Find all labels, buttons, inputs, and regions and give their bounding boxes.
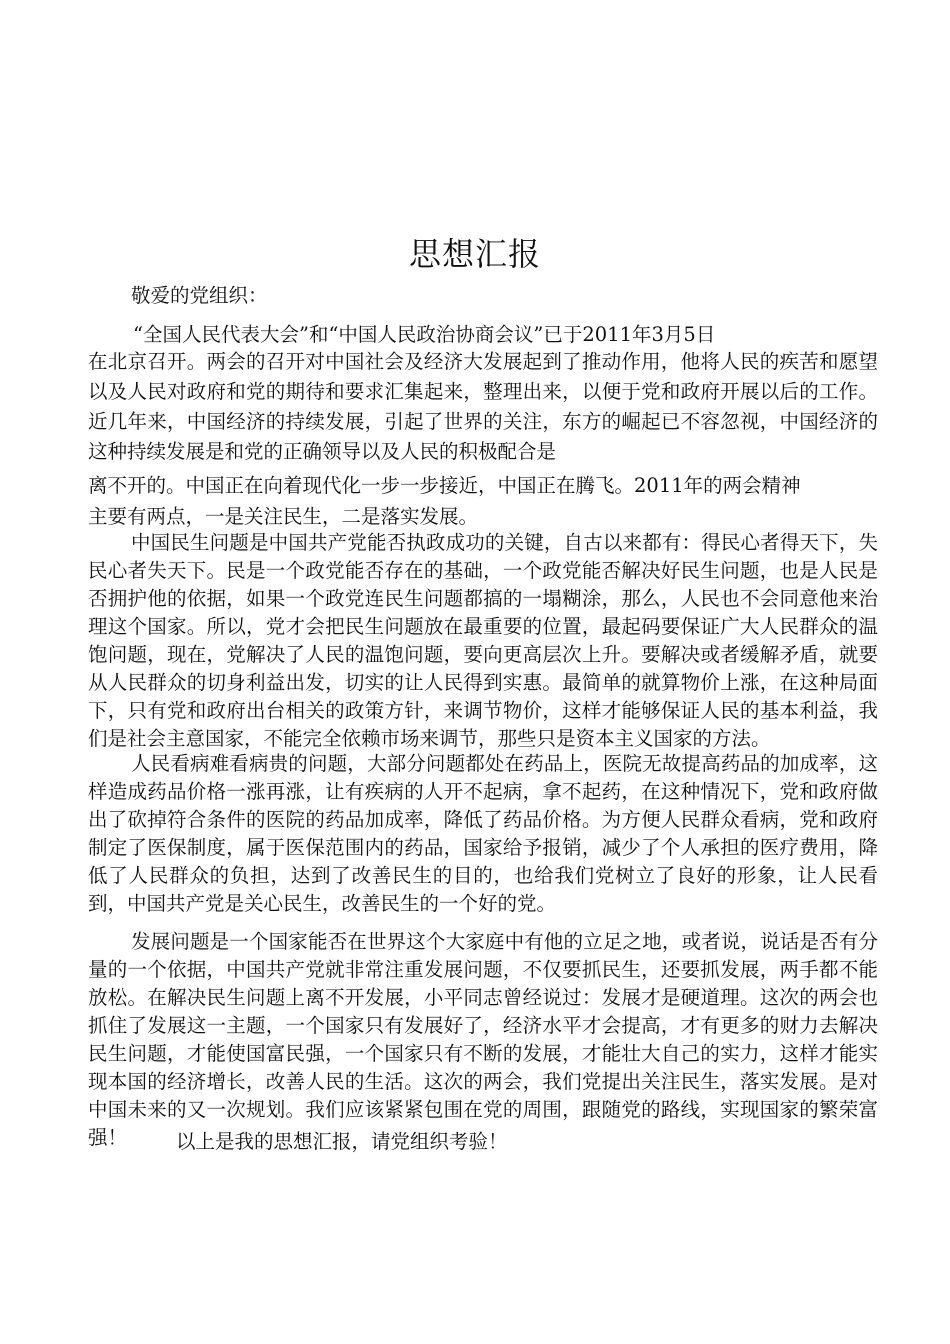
paragraph-medical: 人民看病难看病贵的问题，大部分问题都处在药品上，医院无故提高药品的加成率，这样造成药品价格一涨再涨，让有疾病的人开不起病，拿不起药，在这种情况下，党和政府做出了砍掉符合条件的医院的药品加成率，降低了药品价格。为方便人民群众看病，党和政府制定了医保制度，属于医保范围内的药品，国家给予报销，减少了个人承担的医疗费用，降低了人民群众的负担，达到了改善民生的目的，也给我们党树立了良好的形象，让人民看到，中国共产党是关心民生，改善民生的一个好的党。 [88,752,878,915]
document-title: 思想汇报 [408,235,541,273]
paragraph-livelihood: 中国民生问题是中国共产党能否执政成功的关键，自古以来都有：得民心者得天下，失民心者失天下。民是一个政党能否存在的基础，一个政党能否解决好民生问题，也是人民是否拥护他的依据，如果一个政党连民生问题都搞的一塌糊涂，那么，人民也不会同意他来治理这个国家。所以，党才会把民生问题放在最重要的位置，最起码要保证广大人民群众的温饱问题，现在，党解决了人民的温饱问题，要向更高层次上升。要解决或者缓解矛盾，就要从人民群众的切身利益出发，切实的让人民得到实惠。最简单的就算物价上涨，在这种局面下，只有党和政府出台相关的政策方针，来调节物价，这样才能够保证人民的基本利益，我们是社会主意国家，不能完全依赖市场来调节，那些只是资本主义国家的方法。 [88,531,878,750]
intro-first-line: “全国人民代表大会”和“中国人民政治协商会议”已于2011年3月5日 [133,323,716,346]
intro-line-7: 主要有两点，一是关注民生，二是落实发展。 [88,505,479,528]
intro-line-6: 离不开的。中国正在向着现代化一步一步接近，中国正在腾飞。2011年的两会精神 [88,474,801,497]
closing-line: 以上是我的思想汇报，请党组织考验！ [176,1130,508,1153]
intro-paragraph [88,320,878,350]
intro-block: 在北京召开。两会的召开对中国社会及经济大发展起到了推动作用，他将人民的疾苦和愿望以及人民对政府和党的期待和要求汇集起来，整理出来，以便于党和政府开展以后的工作。近几年来，中国经济的持续发展，引起了世界的关注，东方的崛起已不容忽视，中国经济的这种持续发展是和党的正确领导以及人民的积极配合是 [88,350,878,463]
salutation: 敬爱的党组织： [131,284,268,307]
paragraph-development: 发展问题是一个国家能否在世界这个大家庭中有他的立足之地，或者说，说话是否有分量的一个依据，中国共产党就非常注重发展问题，不仅要抓民生，还要抓发展，两手都不能放松。在解决民生问题上离不开发展，小平同志曾经说过：发展才是硬道理。这次的两会也抓住了发展这一主题，一个国家只有发展好了，经济水平才会提高，才有更多的财力去解决民生问题，才能使国富民强，一个国家只有不断的发展，才能壮大自己的实力，这样才能实现本国的经济增长，改善人民的生活。这次的两会，我们党提出关注民生，落实发展。是对中国未来的又一次规划。我们应该紧紧包围在党的周围，跟随党的路线，实现国家的繁荣富强！ [88,930,878,1149]
